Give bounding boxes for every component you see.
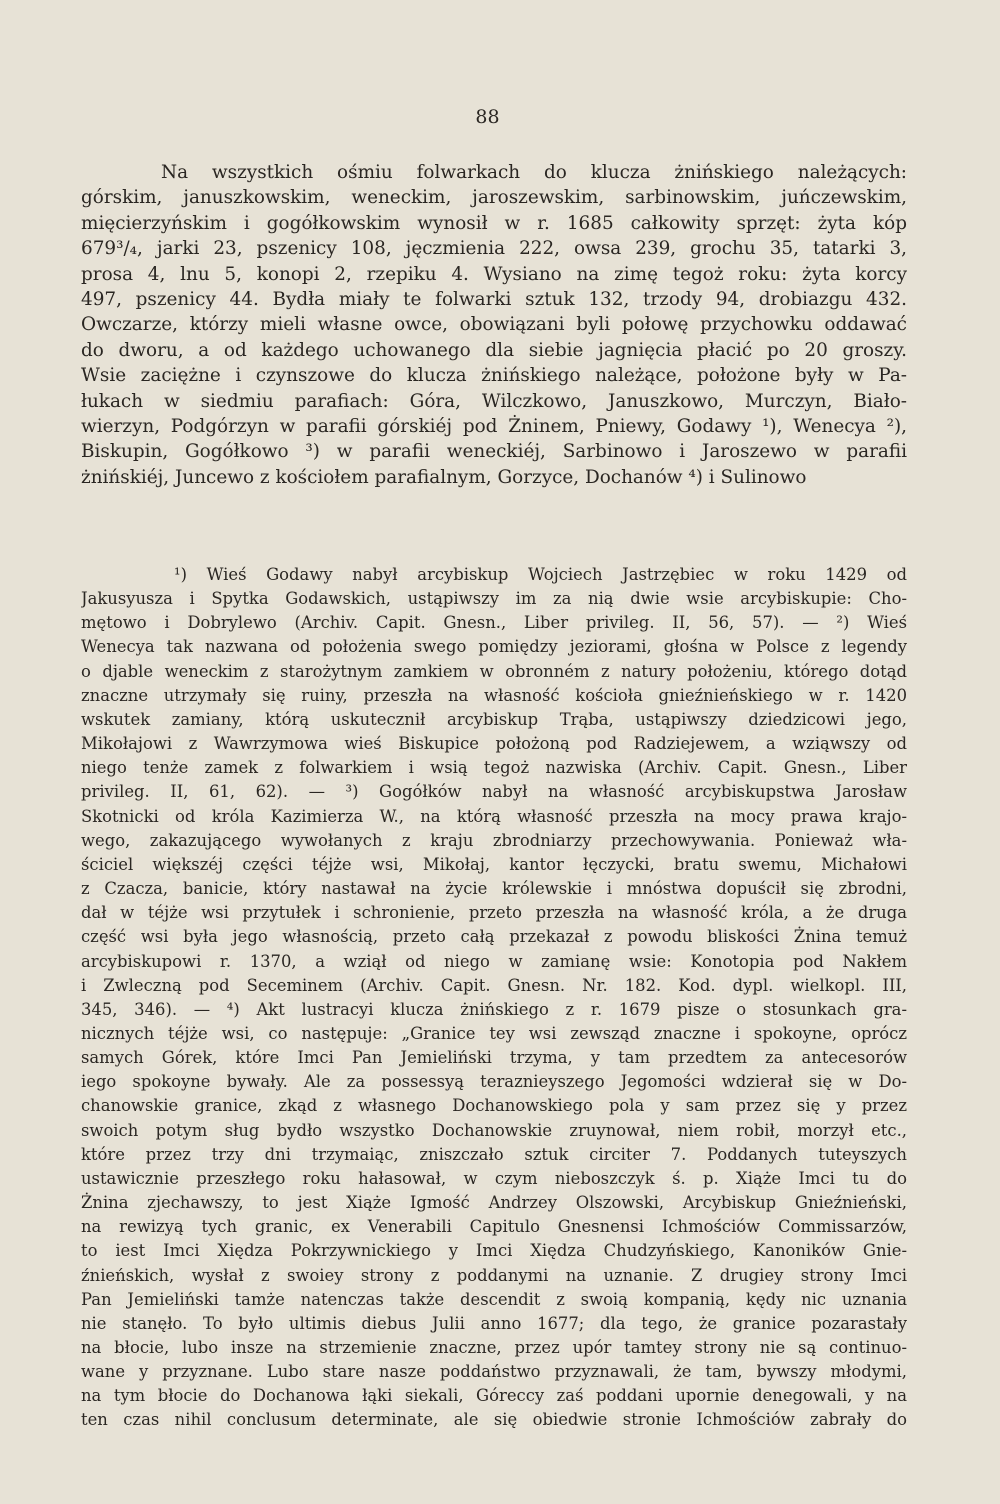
footnote-line: o djable weneckim z starożytnym zamkiem w obronném z natury położeniu, którego dotąd xyxy=(81,661,907,681)
text-line: 497, pszenicy 44. Bydła miały te folwarki sztuk 132, trzody 94, drobiazgu 432. xyxy=(81,289,907,311)
page-number: 88 xyxy=(475,106,500,128)
footnote-line: ustawicznie przeszłego roku hałasował, w czym nieboszczyk ś. p. Xiąże Imci tu do xyxy=(81,1168,907,1188)
footnote-line: ¹) Wieś Godawy nabył arcybiskup Wojciech Jastrzębiec w roku 1429 od xyxy=(174,565,907,584)
footnote-line: privileg. II, 61, 62). — ³) Gogółków nabył na własność arcybiskupstwa Jarosław xyxy=(81,782,907,802)
footnote-line: ściciel większéj części téjże wsi, Mikołaj, kantor łęczycki, bratu swemu, Michałowi xyxy=(81,854,907,874)
text-line: żnińskiéj, Juncewo z kościołem parafialnym, Gorzyce, Dochanów ⁴) i Sulinowo xyxy=(81,466,807,488)
footnote-line: na rewizyą tych granic, ex Venerabili Capitulo Gnesnensi Ichmościów Commissarzów, xyxy=(81,1217,907,1237)
footnote-line: ten czas nihil conclusum determinate, ale się obiedwie stronie Ichmościów zabrały do xyxy=(81,1410,907,1430)
footnote-line: część wsi była jego własnością, przeto całą przekazał z powodu bliskości Żnina temuż xyxy=(81,927,907,947)
main-text xyxy=(81,160,907,490)
footnote-line: dał w téjże wsi przytułek i schronienie, przeto przeszła na własność króla, a że druga xyxy=(81,903,907,923)
footnote-line: iego spokoyne bywały. Ale za possessyą teraznieyszego Jegomości wdzierał się w Do- xyxy=(81,1072,907,1092)
text-line: górskim, januszkowskim, weneckim, jaroszewskim, sarbinowskim, juńczewskim, xyxy=(81,187,907,209)
footnote-line: Skotnicki od króla Kazimierza W., na którą własność przeszła na mocy prawa krajo- xyxy=(81,806,907,826)
text-line: łukach w siedmiu parafiach: Góra, Wilczkowo, Januszkowo, Murczyn, Biało- xyxy=(81,390,907,412)
text-line: Owczarze, którzy mieli własne owce, obowiązani byli połowę przychowku oddawać xyxy=(81,314,907,336)
footnote-line: na tym błocie do Dochanowa łąki siekali, Góreccy zaś poddani upornie denegowali, y na xyxy=(81,1386,907,1406)
text-line: wierzyn, Podgórzyn w parafii górskiéj pod Żninem, Pniewy, Godawy ¹), Wenecya ²), xyxy=(81,416,907,438)
footnote-line: niego tenże zamek z folwarkiem i wsią tegoż nazwiska (Archiv. Capit. Gnesn., Liber xyxy=(81,758,907,778)
text-line: prosa 4, lnu 5, konopi 2, rzepiku 4. Wysiano na zimę tegoż roku: żyta korcy xyxy=(81,263,907,285)
footnote-line: wane y przyznane. Lubo stare nasze poddaństwo przyznawali, że tam, bywszy młodymi, xyxy=(81,1362,907,1382)
footnote-line: znaczne utrzymały się ruiny, przeszła na własność kościoła gnieźnieńskiego w r. 1420 xyxy=(81,685,907,705)
footnote-line: swoich potym sług bydło wszystko Dochanowskie zruynował, niem robił, morzył etc., xyxy=(81,1120,907,1140)
text-line: mięcierzyńskim i gogółkowskim wynosił w r. 1685 całkowity sprzęt: żyta kóp xyxy=(81,212,907,234)
footnote-line: które przez trzy dni trzymaiąc, zniszczało sztuk circiter 7. Poddanych tuteyszych xyxy=(81,1144,907,1164)
footnote-line: arcybiskupowi r. 1370, a wziął od niego w zamianę wsie: Konotopia pod Nakłem xyxy=(81,951,907,971)
footnote-line: Mikołajowi z Wawrzymowa wieś Biskupice położoną pod Radziejewem, a wziąwszy od xyxy=(81,734,907,754)
footnotes xyxy=(81,563,907,1433)
footnote-line: 345, 346). — ⁴) Akt lustracyi klucza żnińskiego z r. 1679 pisze o stosunkach gra- xyxy=(81,999,907,1019)
text-line: Biskupin, Gogółkowo ³) w parafii weneckiéj, Sarbinowo i Jaroszewo w parafii xyxy=(81,441,907,463)
footnote-line: chanowskie granice, zkąd z własnego Dochanowskiego pola y sam przez się y przez xyxy=(81,1096,907,1116)
footnote-line: nie stanęło. To było ultimis diebus Julii anno 1677; dla tego, że granice pozarastały xyxy=(81,1313,907,1333)
footnote-line: i Zwleczną pod Seceminem (Archiv. Capit. Gnesn. Nr. 182. Kod. dypl. wielkopl. III, xyxy=(81,975,907,995)
footnote-line: Wenecya tak nazwana od położenia swego pomiędzy jeziorami, głośna w Polsce z legendy xyxy=(81,637,907,657)
text-line: 679³/₄, jarki 23, pszenicy 108, jęczmienia 222, owsa 239, grochu 35, tatarki 3, xyxy=(81,238,907,260)
footnote-line: z Czacza, banicie, który nastawał na życie królewskie i mnóstwa dopuścił się zbrodni, xyxy=(81,879,907,899)
footnote-line: Jakusyusza i Spytka Godawskich, ustąpiwszy im za nią dwie wsie arcybiskupie: Cho- xyxy=(81,589,907,609)
footnote-line: Żnina zjechawszy, to jest Xiąże Igmość Andrzey Olszowski, Arcybiskup Gnieźnieński, xyxy=(81,1193,907,1213)
text-line: Na wszystkich ośmiu folwarkach do klucza żnińskiego należących: xyxy=(161,162,907,183)
text-line: do dworu, a od każdego uchowanego dla siebie jagnięcia płacić po 20 groszy. xyxy=(81,339,907,361)
footnote-line: na błocie, lubo insze na strzemienie znaczne, przez upór tamtey strony nie są continuo- xyxy=(81,1338,907,1357)
footnote-line: Pan Jemieliński tamże natenczas także descendit z swoią kompanią, kędy nic uznania xyxy=(81,1289,907,1309)
footnote-line: wskutek zamiany, którą uskutecznił arcybiskup Trąba, ustąpiwszy dziedzicowi jego, xyxy=(81,709,907,729)
footnote-line: źnieńskich, wysłał z swoiey strony z poddanymi na uznanie. Z drugiey strony Imci xyxy=(81,1265,907,1285)
footnote-line: wego, zakazującego wywołanych z kraju zbrodniarzy przechowywania. Ponieważ wła- xyxy=(81,830,907,850)
footnote-line: nicznych téjże wsi, co następuje: „Granice tey wsi zewsząd znaczne i spokoyne, oprócz xyxy=(81,1023,907,1043)
footnote-line: mętowo i Dobrylewo (Archiv. Capit. Gnesn., Liber privileg. II, 56, 57). — ²) Wieś xyxy=(81,613,907,633)
footnote-line: to iest Imci Xiędza Pokrzywnickiego y Imci Xiędza Chudzyńskiego, Kanoników Gnie- xyxy=(81,1241,907,1261)
text-line: Wsie zaciężne i czynszowe do klucza żnińskiego należące, położone były w Pa- xyxy=(81,365,907,387)
footnote-line: samych Górek, które Imci Pan Jemieliński trzyma, y tam przedtem za antecesorów xyxy=(81,1048,907,1068)
